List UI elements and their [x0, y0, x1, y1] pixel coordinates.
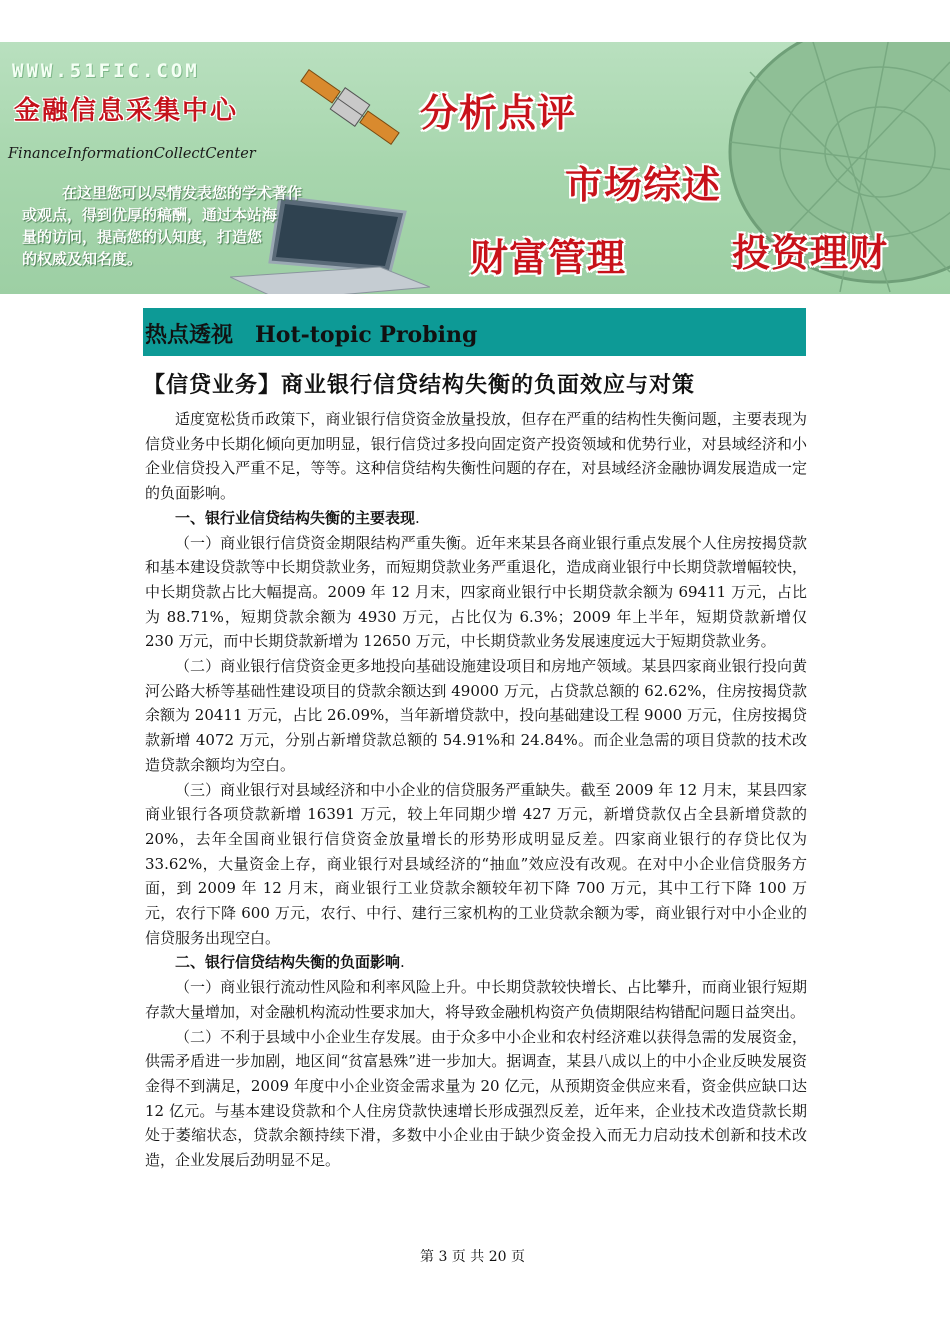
- intro-line: 在这里您可以尽情发表您的学术著作: [62, 184, 303, 202]
- intro-line: 量的访问，提高您的认知度，打造您: [22, 228, 263, 246]
- section-heading: [145, 506, 807, 531]
- paragraph: （二）不利于县域中小企业生存发展。由于众多中小企业和农村经济难以获得急需的发展资金，供需矛盾进一步加剧，地区间“贫富悬殊”进一步加大。据调查，某县八成以上的中小企业反映发展资金得不到满足，2009 年度中小企业资金需求量为 20 亿元，从预期资金供应来看，资金供应缺口达 12 亿元。与基本建设贷款和个人住房贷款快速增长形成强烈反差，近年来，企业技术改造贷款长期处于萎缩状态，贷款余额持续下滑，多数中小企业由于缺少资金投入而无力启动技术创新和技术改造，企业发展后劲明显不足。: [145, 1027, 807, 1170]
- site-name-en: FinanceInformationCollectCenter: [8, 146, 256, 162]
- satellite-icon: [290, 62, 410, 152]
- section-title-en: Hot-topic Probing: [255, 322, 478, 348]
- slogan-investment: 投资理财: [732, 231, 889, 275]
- article-body: [145, 407, 807, 1173]
- header-banner: [0, 42, 950, 294]
- section-title: [145, 318, 477, 349]
- site-name-cn: 金融信息采集中心: [14, 96, 239, 126]
- heading-dot: .: [415, 508, 420, 527]
- slogan-wealth: 财富管理: [470, 236, 627, 280]
- article-title: 【信贷业务】商业银行信贷结构失衡的负面效应与对策: [143, 373, 696, 398]
- section-title-cn: 热点透视: [145, 322, 234, 348]
- heading-text: 一、银行业信贷结构失衡的主要表现: [175, 508, 416, 527]
- slogan-market: 市场综述: [565, 163, 722, 207]
- paragraph: （一）商业银行信贷资金期限结构严重失衡。近年来某县各商业银行重点发展个人住房按揭贷款和基本建设贷款等中长期贷款业务，而短期贷款业务严重退化，造成商业银行中长期贷款增幅较快，中长期贷款占比大幅提高。2009 年 12 月末，四家商业银行中长期贷款余额为 69411 万元，占比为 88.71%，短期贷款余额为 4930 万元，占比仅为 6.3%；2009 年上半年，短期贷款新增仅 230 万元，而中长期贷款新增为 12650 万元，中长期贷款业务发展速度远大于短期贷款业务。: [145, 533, 807, 651]
- intro-line: 或观点，得到优厚的稿酬，通过本站海: [22, 206, 278, 224]
- paragraph: （一）商业银行流动性风险和利率风险上升。中长期贷款较快增长、占比攀升，而商业银行短期存款大量增加，对金融机构流动性要求加大，将导致金融机构资产负债期限结构错配问题日益突出。: [145, 978, 807, 1021]
- paragraph: （三）商业银行对县域经济和中小企业的信贷服务严重缺失。截至 2009 年 12 月末，某县四家商业银行各项贷款新增 16391 万元，较上年同期少增 427 万元，新增贷款仅占全县新增贷款的 20%，去年全国商业银行信贷资金放量增长的形势形成明显反差。四家商业银行的存贷比仅为 33.62%，大量资金上存，商业银行对县域经济的“抽血”效应没有改观。在对中小企业信贷服务方面，到 2009 年 12 月末，商业银行工业贷款余额较年初下降 700 万元，其中工行下降 100 万元，农行下降 600 万元，农行、中行、建行三家机构的工业贷款余额为零，商业银行对中小企业的信贷服务出现空白。: [145, 780, 807, 947]
- banner-intro: [22, 182, 372, 270]
- paragraph: 适度宽松货币政策下，商业银行信贷资金放量投放，但存在严重的结构性失衡问题，主要表现为信贷业务中长期化倾向更加明显，银行信贷过多投向固定资产投资领域和优势行业，对县域经济和小企业信贷投入严重不足，等等。这种信贷结构失衡性问题的存在，对县域经济金融协调发展造成一定的负面影响。: [145, 410, 807, 503]
- intro-line: 的权威及知名度。: [22, 250, 143, 268]
- section-heading: [145, 950, 807, 975]
- slogan-analysis: 分析点评: [420, 91, 577, 135]
- page-number-text: 第 3 页 共 20 页: [420, 1249, 525, 1265]
- site-url: WWW.51FIC.COM: [12, 60, 200, 82]
- heading-text: 二、银行信贷结构失衡的负面影响: [175, 953, 401, 972]
- heading-dot: .: [400, 953, 405, 972]
- section-header: [143, 308, 806, 356]
- page-number: [0, 1246, 950, 1266]
- paragraph: （二）商业银行信贷资金更多地投向基础设施建设项目和房地产领域。某县四家商业银行投向黄河公路大桥等基础性建设项目的贷款余额达到 49000 万元，占贷款总额的 62.62%，住房按揭贷款余额为 20411 万元，占比 26.09%，当年新增贷款中，投向基础建设工程 9000 万元，住房按揭贷款新增 4072 万元，分别占新增贷款总额的 54.91%和 24.84%。而企业急需的项目贷款的技术改造贷款余额均为空白。: [145, 657, 807, 774]
